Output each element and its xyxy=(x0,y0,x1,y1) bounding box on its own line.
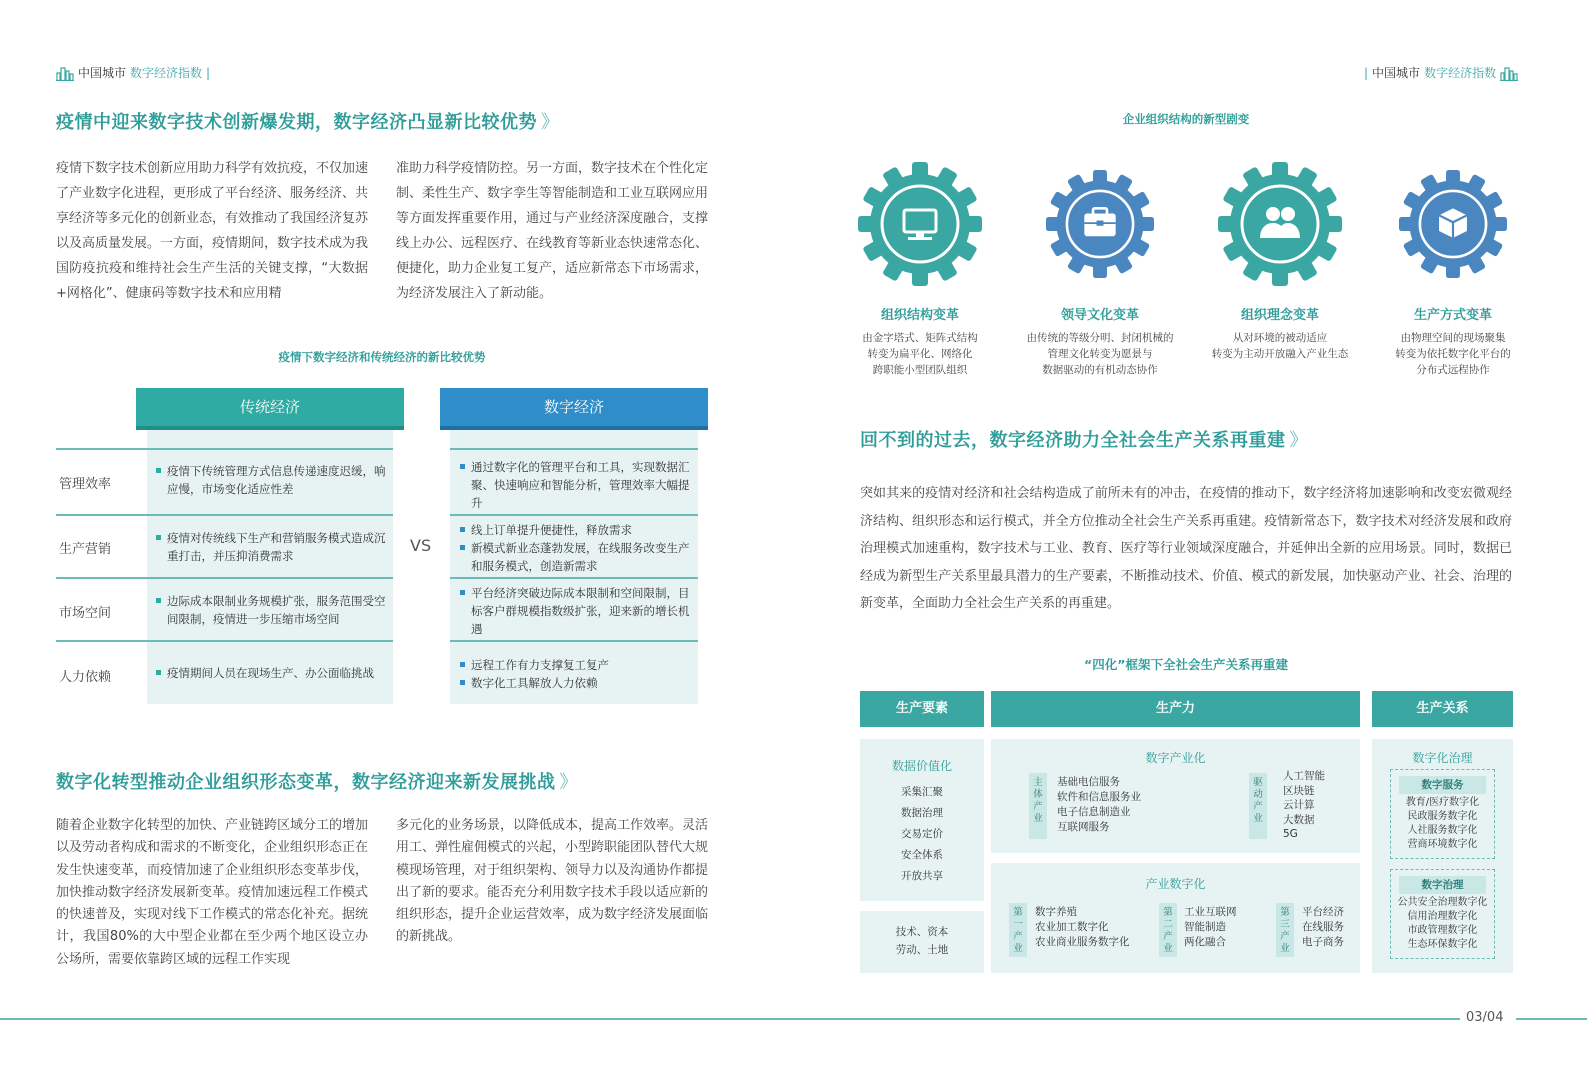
fw-col3-sub: 数字化治理 xyxy=(1412,751,1473,765)
caption-compare: 疫情下数字经济和传统经济的新比较优势 xyxy=(278,350,486,364)
row-label-3: 市场空间 xyxy=(59,606,112,621)
brand-sep: | xyxy=(206,65,211,80)
para-3: 突如其来的疫情对经济和社会结构造成了前所未有的冲击，在疫情的推动下，数字经济将加速影响和改变宏微观经济结构、组织形态和运行模式，并全方位推动全社会生产关系再重建。疫情新常态下，数字技术对经济发展和政府治理模式加速重构，数字技术与工业、教育、医疗等行业领域深度融合，并延伸出全新的应用场景。同时，数据已经成为新型生产关系里最具潜力的生产要素，不断推动技术、价值、模式的新发展，加快驱动产业、社会、治理的新变革，全面助力全社会生产关系的再重建。 xyxy=(860,486,1512,611)
para-1b: 准助力科学疫情防控。另一方面，数字技术在个性化定制、柔性生产、数字孪生等智能制造和工业互联网应用等方面发挥重要作用，通过与产业经济深度融合，支撑线上办公、远程医疗、在线教育等新业态快速常态化、便捷化，助力企业复工复产，适应新常态下市场需求，为经济发展注入了新动能。 xyxy=(396,161,709,301)
gear-label-1: 组织结构变革 xyxy=(880,308,959,323)
fw-col3-box xyxy=(1372,739,1513,973)
trad-cell-1: 疫情下传统管理方式信息传递速度迟缓，响应慢，市场变化适应性差 xyxy=(156,462,386,498)
fw-col1-bottom: 技术、资本 劳动、土地 xyxy=(860,911,984,973)
fw-col2-top xyxy=(991,739,1360,853)
para-2a: 随着企业数字化转型的加快、产业链跨区域分工的增加以及劳动者构成和需求的不断变化，企业组织形态正在发生快速变革，而疫情加速了企业组织形态变革步伐，加快推动数字经济发展新变革。疫情加速远程工作模式的快速普及，实现对线下工作模式的常态化补充。据统计，我国80%的大中型企业都在至少两个地区设立办公场所，需要依靠跨区域的远程工作实现 xyxy=(56,818,369,967)
tag-secondary: 第二产业 xyxy=(1159,903,1177,957)
caption-gears: 企业组织结构的新型剧变 xyxy=(1122,112,1250,126)
col-header-digital: 数字经济 xyxy=(440,388,708,426)
fw-ind-list1: 基础电信服务 软件和信息服务业 电子信息制造业 互联网服务 xyxy=(1057,776,1141,833)
brand-b-right: 数字经济指数 xyxy=(1424,66,1497,80)
row-label-1: 管理效率 xyxy=(59,477,112,492)
section-title-2: 数字化转型推动企业组织形态变革，数字经济迎来新发展挑战 》 xyxy=(56,772,578,793)
fw-digi-list2: 工业互联网 智能制造 两化融合 xyxy=(1184,906,1237,948)
framework-diagram xyxy=(860,691,1513,973)
brand-a-right: 中国城市 xyxy=(1372,66,1421,80)
fw-digi-list1: 数字养殖 农业加工数字化 农业商业服务数字化 xyxy=(1035,906,1130,948)
trad-cell-2: 疫情对传统线下生产和营销服务模式造成沉重打击，并压抑消费需求 xyxy=(156,529,386,565)
gears-row xyxy=(850,158,1530,388)
section-title-3: 回不到的过去，数字经济助力全社会生产关系再重建 》 xyxy=(860,430,1308,451)
gear-shape xyxy=(1218,162,1342,286)
gear-shape xyxy=(1046,170,1154,278)
fw-digi-list3: 平台经济 在线服务 电子商务 xyxy=(1302,906,1344,948)
tag-drive-industry: 驱动产业 xyxy=(1249,773,1267,839)
gear-desc-4: 由物理空间的现场聚集 转变为依托数字化平台的 分布式远程协作 xyxy=(1395,332,1511,376)
brand-b: 数字经济指数 xyxy=(130,66,203,80)
header-brand-right xyxy=(1364,64,1518,81)
col-header-traditional: 传统经济 xyxy=(136,388,404,426)
fw-ind-digi-title: 数字产业化 xyxy=(1145,751,1206,765)
para-2b: 多元化的业务场景，以降低成本，提高工作效率。灵活用工、弹性雇佣模式的兴起，小型跨职能团队替代大规模现场管理，对于组织架构、领导力以及沟通协作都提出了新的要求。能否充分利用数字技术手段以适应新的组织形态，提升企业运营效率，成为数字经济发展面临的新挑战。 xyxy=(396,818,709,945)
building-icon xyxy=(1500,65,1518,81)
compare-table xyxy=(56,388,710,706)
gear-desc-1: 由金字塔式、矩阵式结构 转变为扁平化、网络化 跨职能小型团队组织 xyxy=(862,332,978,376)
page-number: 03/04 xyxy=(1466,1010,1504,1025)
tag-tertiary: 第三产业 xyxy=(1276,903,1294,957)
row-label-2: 生产营销 xyxy=(59,542,112,557)
fw-col3-header: 生产关系 xyxy=(1372,691,1513,727)
double-chevron-icon: 》 xyxy=(1289,430,1308,451)
header-brand-left xyxy=(56,64,210,81)
fw-col2-bottom xyxy=(991,863,1360,973)
digi-cell-4: 远程工作有力支撑复工复产 数字化工具解放人力依赖 xyxy=(460,656,694,692)
trad-cell-3: 边际成本限制业务规模扩张，服务范围受空间限制，疫情进一步压缩市场空间 xyxy=(156,592,386,628)
fw-ind-list2: 人工智能 区块链 云计算 大数据 5G xyxy=(1283,770,1325,840)
fw-col2-header: 生产力 xyxy=(991,691,1360,727)
double-chevron-icon: 》 xyxy=(559,772,578,793)
building-icon xyxy=(56,65,74,81)
section-title-1: 疫情中迎来数字技术创新爆发期，数字经济凸显新比较优势 》 xyxy=(56,112,560,133)
fw-governance-box: 数字治理 公共安全治理数字化 信用治理数字化 市政管理数字化 生态环保数字化 xyxy=(1390,869,1495,959)
digi-cell-3: 平台经济突破边际成本限制和空间限制，目标客户群规模指数级扩张，迎来新的增长机遇 xyxy=(460,584,694,638)
footer-line-right xyxy=(1516,1018,1587,1020)
vs-label: VS xyxy=(410,536,432,555)
footer-line xyxy=(0,1018,1460,1020)
tag-primary: 第一产业 xyxy=(1009,903,1027,957)
digi-cell-1: 通过数字化的管理平台和工具，实现数据汇聚、快速响应和智能分析，管理效率大幅提升 xyxy=(460,458,694,512)
fw-col1-sub: 数据价值化 xyxy=(891,759,952,773)
double-chevron-icon: 》 xyxy=(541,112,560,133)
gear-desc-3: 从对环境的被动适应 转变为主动开放融入产业生态 xyxy=(1211,332,1349,360)
fw-col1-header: 生产要素 xyxy=(860,691,984,727)
caption-framework: “四化”框架下全社会生产关系再重建 xyxy=(1084,657,1288,672)
fw-digi-ind-title: 产业数字化 xyxy=(1145,877,1206,891)
gear-desc-2: 由传统的等级分明、封闭机械的 管理文化转变为愿景与 数据驱动的有机动态协作 xyxy=(1026,332,1174,376)
para-1a: 疫情下数字技术创新应用助力科学有效抗疫，不仅加速了产业数字化进程，更形成了平台经济、服务经济、共享经济等多元化的创新业态，有效推动了我国经济复苏以及高质量发展。一方面，疫情期间，数字技术成为我国防疫抗疫和维持社会生产生活的关键支撑，“大数据+网格化”、健康码等数字技术和应用精 xyxy=(56,161,369,301)
gear-label-2: 领导文化变革 xyxy=(1060,308,1139,323)
fw-col1-list: 采集汇聚 数据治理 交易定价 安全体系 开放共享 xyxy=(901,786,943,882)
brand-a: 中国城市 xyxy=(78,66,127,80)
brand-sep-right: | xyxy=(1364,65,1369,80)
tag-main-industry: 主体产业 xyxy=(1029,773,1047,839)
gear-shape xyxy=(858,162,982,286)
gear-shape xyxy=(1399,170,1507,278)
row-label-4: 人力依赖 xyxy=(59,670,112,685)
gear-label-4: 生产方式变革 xyxy=(1413,308,1492,323)
fw-service-box: 数字服务 教育/医疗数字化 民政服务数字化 人社服务数字化 营商环境数字化 xyxy=(1390,769,1495,859)
trad-cell-4: 疫情期间人员在现场生产、办公面临挑战 xyxy=(156,664,386,682)
gear-label-3: 组织理念变革 xyxy=(1240,308,1319,323)
fw-col1-box xyxy=(860,739,984,901)
digi-cell-2: 线上订单提升便捷性，释放需求 新模式新业态蓬勃发展，在线服务改变生产和服务模式，创造新需求 xyxy=(460,521,694,575)
